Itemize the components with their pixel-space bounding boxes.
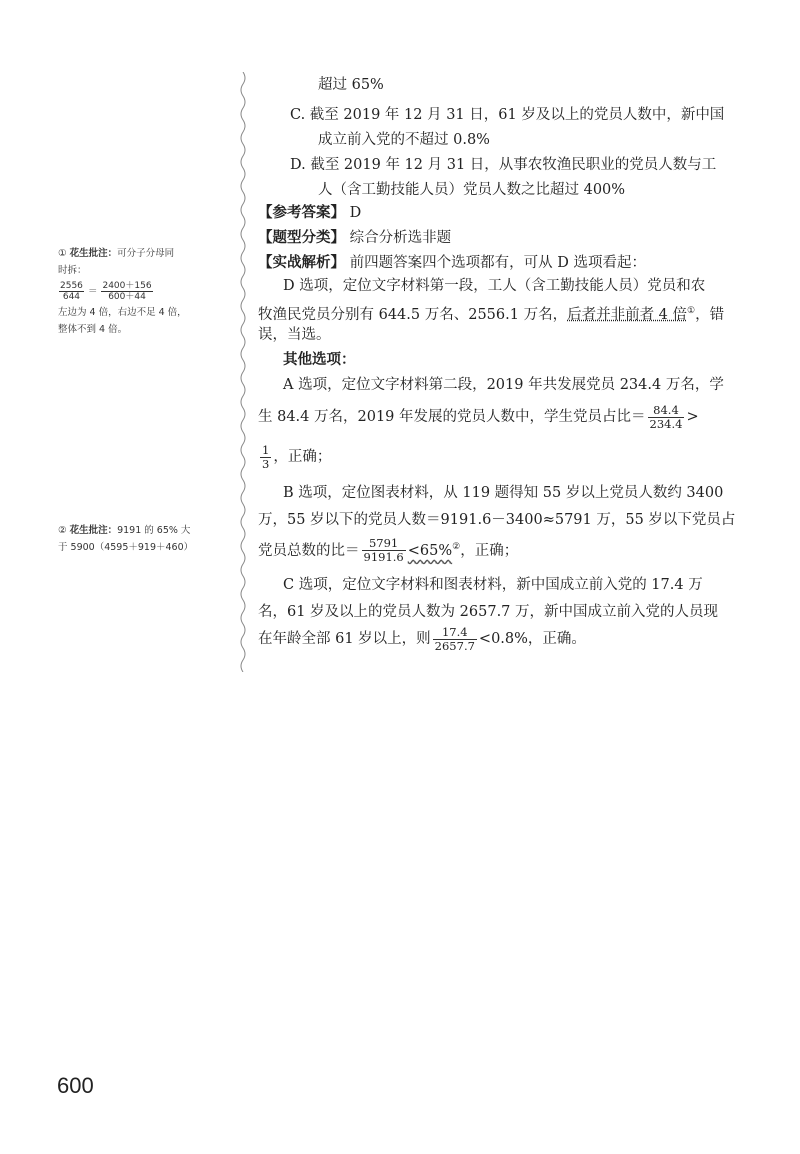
note1-title: 花生批注：	[69, 248, 118, 259]
a-explain-line1: A 选项，定位文字材料第二段，2019 年共发展党员 234.4 万名，学	[283, 377, 724, 393]
side-note-1	[58, 245, 238, 338]
c-explain-text: 在年龄全部 61 岁以上，则	[258, 631, 431, 647]
a-explain-line3	[258, 442, 331, 472]
note1-fraction-2: $\frac{2400+156}{600+44}$	[102, 281, 152, 302]
option-tail: 超过 65%	[318, 77, 384, 93]
a-explain-third: $\frac{1}{3}$	[262, 442, 270, 471]
d-explain-line2a: 牧渔民党员分别有 644.5 万名、2556.1 万名，	[258, 306, 568, 323]
note1-line5: 整体不到 4 倍。	[58, 324, 128, 335]
b-explain-text: 党员总数的比＝	[258, 542, 360, 559]
b-explain-line1: B 选项，定位图表材料，从 119 题得知 55 岁以上党员人数约 3400	[283, 485, 724, 501]
a-explain-fraction: $\frac{84.4}{234.4}$	[649, 402, 683, 431]
c-explain-line1: C 选项，定位文字材料和图表材料，新中国成立前入党的 17.4 万	[283, 577, 703, 593]
option-d-line2: 人（含工勤技能人员）党员人数之比超过 400%	[318, 182, 626, 198]
note1-mark: ①	[58, 248, 67, 259]
note1-line1: 可分子分母同	[117, 248, 175, 259]
b-explain-compare: <65%	[407, 542, 453, 559]
d-explain-line2c: ，错	[695, 306, 725, 323]
a-explain-gt: >	[686, 409, 699, 425]
a-explain-result: ，正确；	[273, 449, 332, 465]
option-c-label: C.	[290, 107, 306, 123]
d-explain-line3: 误，当选。	[258, 327, 331, 343]
note2-line1: 9191 的 65% 大	[117, 525, 191, 536]
b-explain-mark: ②	[452, 542, 461, 552]
analysis-text: 前四题答案四个选项都有，可从 D 选项看起：	[349, 255, 646, 271]
a-explain-line2	[258, 402, 699, 432]
category-value: 综合分析选非题	[349, 230, 452, 246]
option-d-label: D.	[290, 157, 306, 173]
b-explain-line3	[258, 532, 518, 566]
c-explain-line2: 名，61 岁及以上的党员人数为 2657.7 万，新中国成立前入党的人员现	[258, 604, 719, 620]
note2-mark: ②	[58, 525, 67, 536]
c-explain-line3	[258, 624, 586, 654]
answer-tag: 【参考答案】	[258, 205, 345, 221]
side-note-2	[58, 522, 238, 556]
category-tag: 【题型分类】	[258, 230, 345, 246]
note1-line2: 时拆：	[58, 265, 87, 276]
option-c-line1: 截至 2019 年 12 月 31 日，61 岁及以上的党员人数中，新中国	[309, 107, 725, 123]
option-c-line2: 成立前入党的不超过 0.8%	[318, 132, 490, 148]
page-number: 600	[57, 1073, 94, 1098]
b-explain-result: ，正确；	[460, 542, 519, 559]
a-explain-text: 生 84.4 万名，2019 年发展的党员人数中，学生党员占比＝	[258, 409, 646, 425]
option-d-line1: 截至 2019 年 12 月 31 日，从事农牧渔民职业的党员人数与工	[310, 157, 717, 173]
wavy-margin-divider	[236, 72, 250, 672]
note2-title: 花生批注：	[69, 525, 118, 536]
b-explain-underlined	[360, 536, 453, 565]
c-explain-fraction: $\frac{17.4}{2657.7}$	[434, 624, 475, 653]
other-heading: 其他选项：	[283, 352, 356, 368]
analysis-tag: 【实战解析】	[258, 255, 345, 271]
answer-value: D	[349, 205, 362, 221]
b-explain-line2: 万，55 岁以下的党员人数＝9191.6－3400≈5791 万，55 岁以下党员占	[258, 512, 736, 528]
note1-line4: 左边为 4 倍，右边不足 4 倍，	[58, 307, 187, 318]
d-explain-line1: D 选项，定位文字材料第一段，工人（含工勤技能人员）党员和农	[283, 278, 706, 294]
d-explain-mark: ①	[687, 306, 696, 316]
c-explain-result: <0.8%，正确。	[478, 631, 586, 647]
b-explain-fraction: $\frac{5791}{9191.6}$	[363, 536, 404, 565]
note1-equals: ＝	[87, 286, 98, 297]
note1-fraction-1: $\frac{2556}{644}$	[60, 281, 83, 302]
d-explain-highlight: 后者并非前者 4 倍	[567, 306, 688, 323]
note2-line2: 于 5900（4595＋919＋460）	[58, 542, 194, 553]
